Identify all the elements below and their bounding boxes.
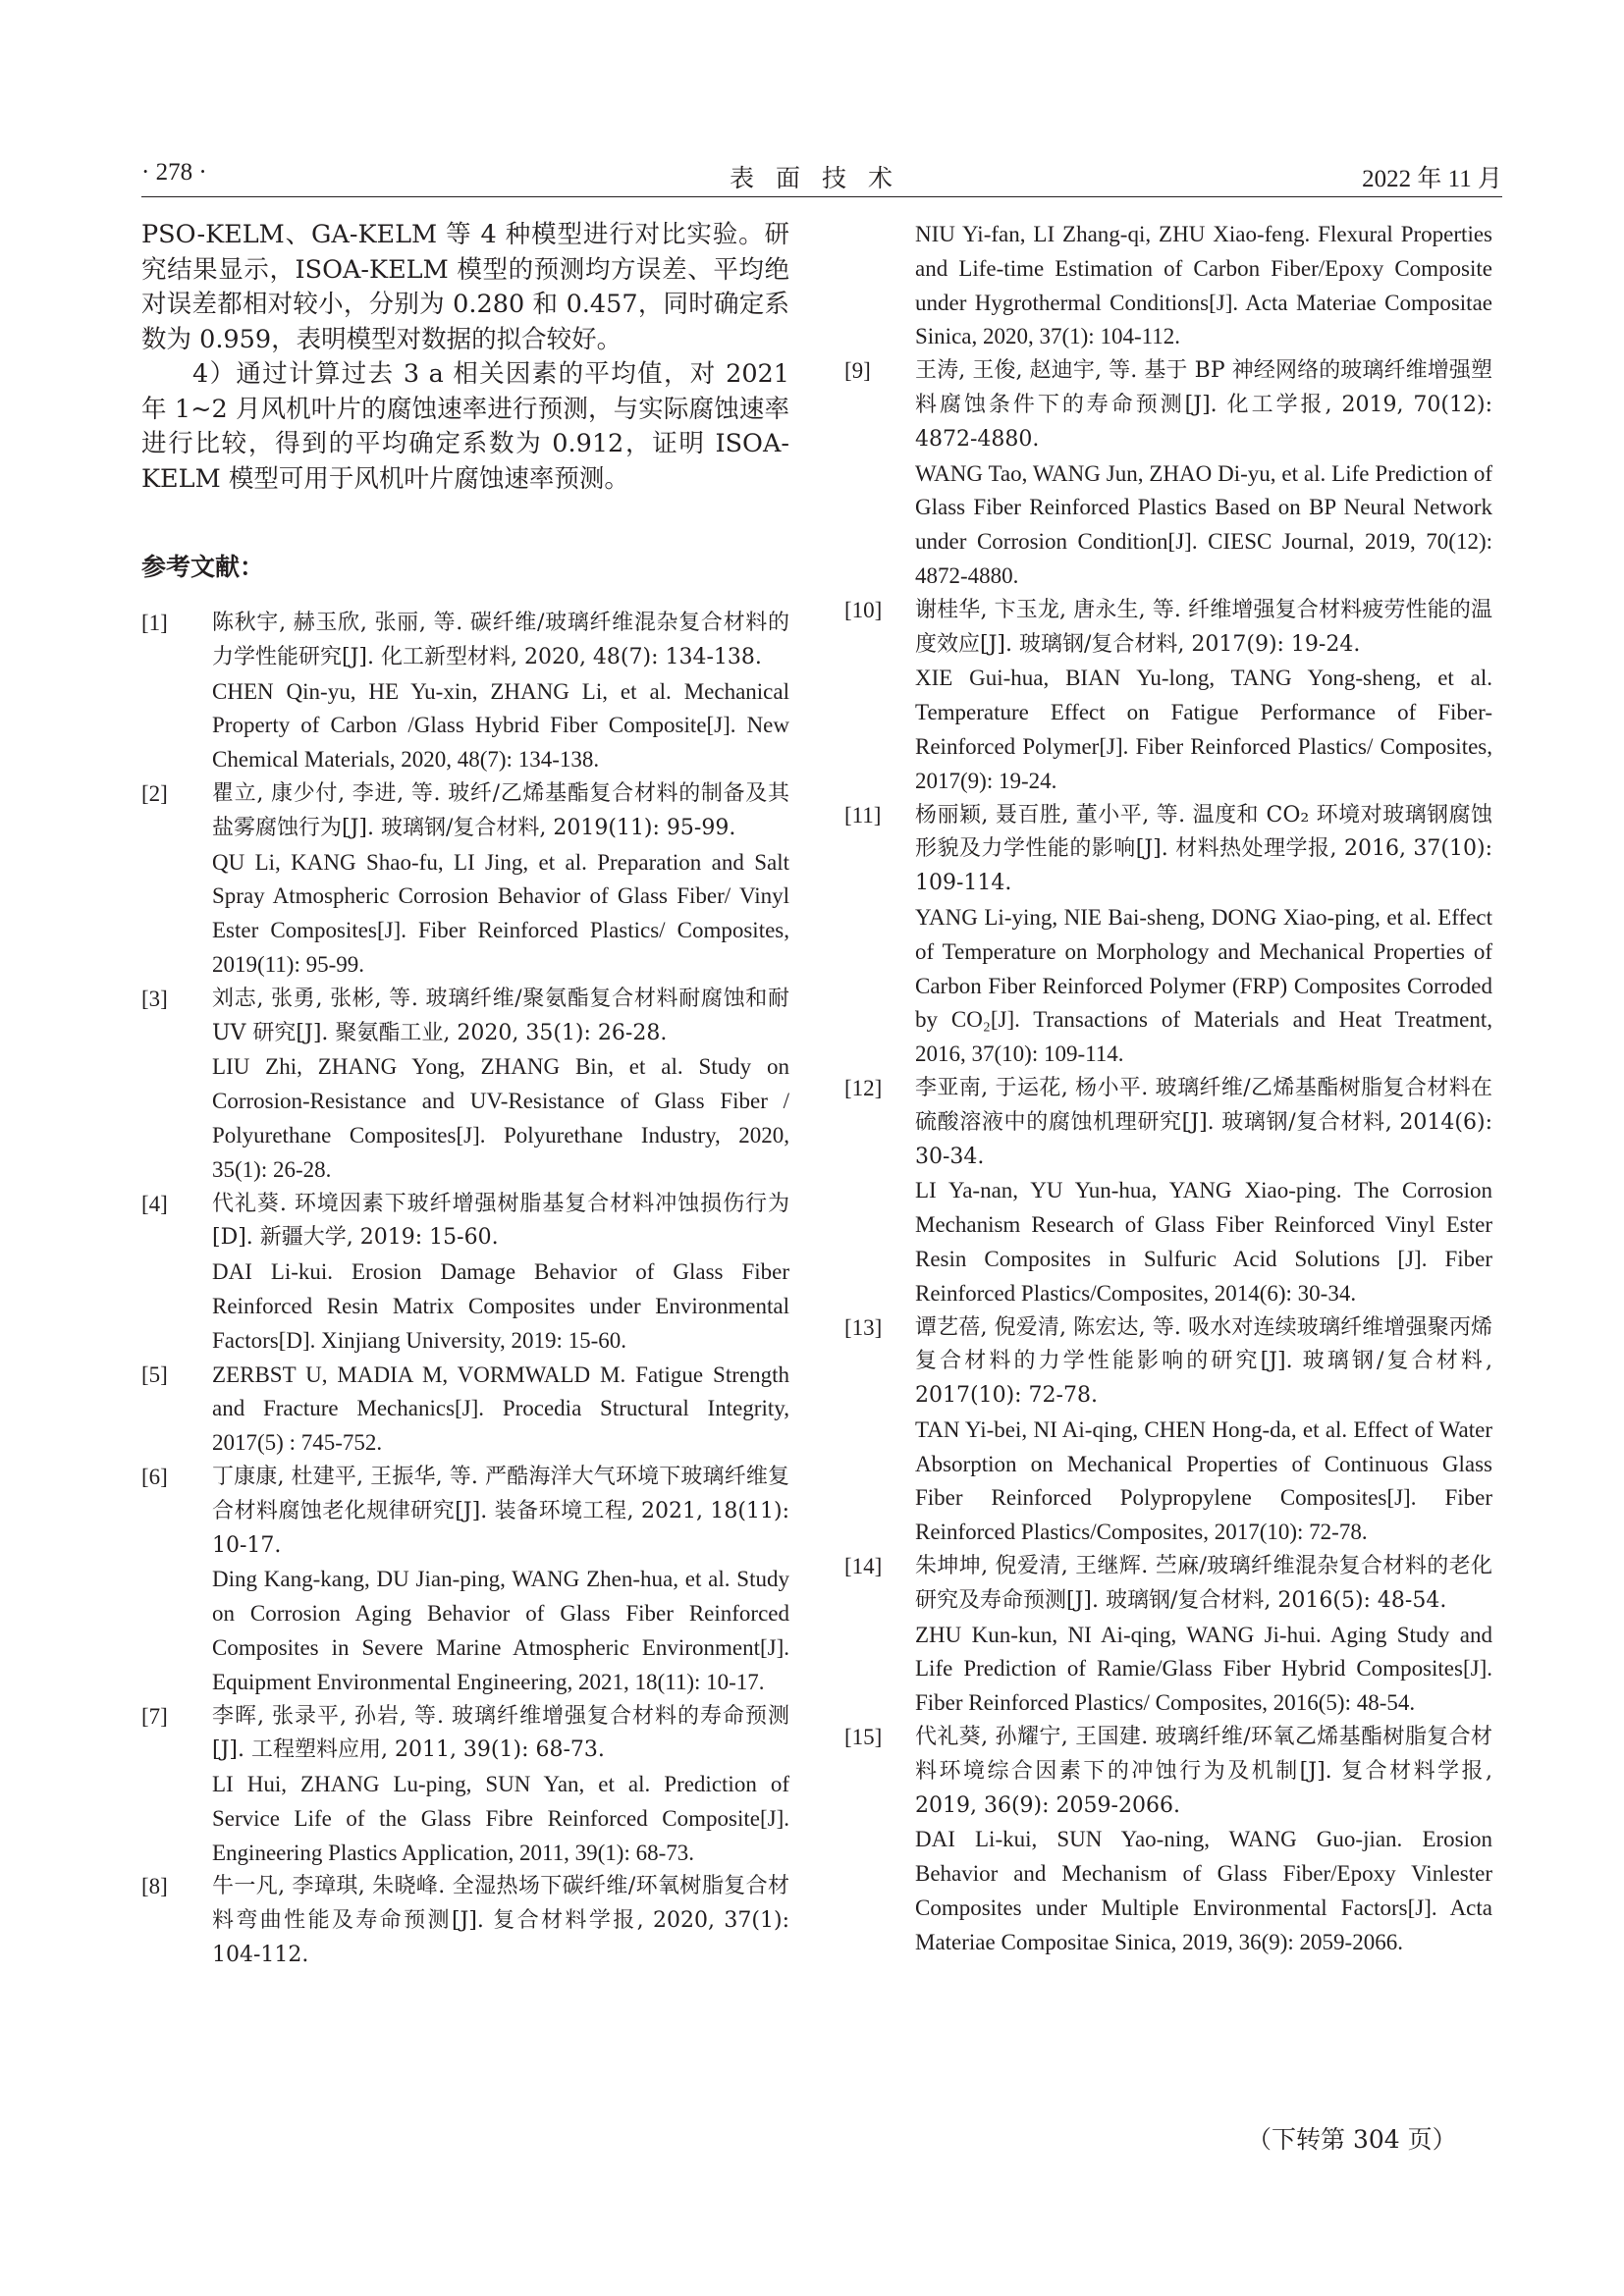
- reference-item: [844, 1311, 1492, 1551]
- reference-continuation: [844, 218, 1492, 354]
- issue-date: 2022 年 11 月: [1362, 166, 1502, 192]
- reference-number: [5]: [141, 1362, 168, 1387]
- reference-en: DAI Li-kui. Erosion Damage Behavior of Glass Fiber Reinforced Resin Matrix Composites under Environmental Factors[D]. Xinjiang University, 2019: 15-60.: [212, 1259, 789, 1353]
- reference-number: [12]: [844, 1075, 883, 1100]
- reference-cn: 李晖, 张录平, 孙岩, 等. 玻璃纤维增强复合材料的寿命预测[J]. 工程塑料应用, 2011, 39(1): 68-73.: [212, 1703, 789, 1763]
- reference-number: [14]: [844, 1554, 883, 1579]
- reference-number: [9]: [844, 358, 871, 384]
- page-number: · 278 ·: [141, 159, 207, 186]
- reference-item: [141, 983, 789, 1188]
- conclusion-paragraph-3: PSO-KELM、GA-KELM 等 4 种模型进行对比实验。研究结果显示，ISOA-KELM 模型的预测均方误差、平均绝对误差都相对较小，分别为 0.280 和 0.457，同时确定系数为 0.959，表明模型对数据的拟合较好。: [141, 220, 789, 354]
- reference-en: YANG Li-ying, NIE Bai-sheng, DONG Xiao-ping, et al. Effect of Temperature on Morphology and Mechanical Properties of Carbon Fiber Reinforced Polymer (FRP) Composites Corroded by CO₂[J]. Transactions of Materials and Heat Treatment, 2016, 37(10): 109-114.: [915, 904, 1492, 1067]
- reference-cn: 牛一凡, 李璋琪, 朱晓峰. 全湿热场下碳纤维/环氧树脂复合材料弯曲性能及寿命预测[J]. 复合材料学报, 2020, 37(1): 104-112.: [212, 1874, 789, 1968]
- reference-number: [6]: [141, 1464, 168, 1489]
- reference-number: [2]: [141, 780, 168, 806]
- reference-number: [4]: [141, 1191, 168, 1216]
- reference-item: [141, 1870, 789, 1972]
- header-rule: [141, 196, 1502, 197]
- reference-item: [141, 1188, 789, 1359]
- conclusion-text: [141, 218, 789, 497]
- reference-en: NIU Yi-fan, LI Zhang-qi, ZHU Xiao-feng. Flexural Properties and Life-time Estimation of Carbon Fiber/Epoxy Composite under Hygrothermal Conditions[J]. Acta Materiae Compositae Sinica, 2020, 37(1): 104-112.: [915, 222, 1492, 349]
- reference-item: [844, 1721, 1492, 1960]
- running-header: [141, 159, 1502, 194]
- journal-title: 表面技术: [729, 166, 914, 192]
- reference-cn: 代礼葵. 环境因素下玻纤增强树脂基复合材料冲蚀损伤行为[D]. 新疆大学, 2019: 15-60.: [212, 1191, 789, 1251]
- reference-cn: 刘志, 张勇, 张彬, 等. 玻璃纤维/聚氨酯复合材料耐腐蚀和耐 UV 研究[J]. 聚氨酯工业, 2020, 35(1): 26-28.: [212, 986, 789, 1045]
- reference-en: QU Li, KANG Shao-fu, LI Jing, et al. Preparation and Salt Spray Atmospheric Corrosion Behavior of Glass Fiber/ Vinyl Ester Composites[J]. Fiber Reinforced Plastics/ Composites, 2019(11): 95-99.: [212, 849, 789, 977]
- reference-cn: 谭艺蓓, 倪爱清, 陈宏达, 等. 吸水对连续玻璃纤维增强聚丙烯复合材料的力学性能影响的研究[J]. 玻璃钢/复合材料, 2017(10): 72-78.: [915, 1314, 1492, 1409]
- reference-en: XIE Gui-hua, BIAN Yu-long, TANG Yong-sheng, et al. Temperature Effect on Fatigue Performance of Fiber-Reinforced Polymer[J]. Fiber Reinforced Plastics/ Composites, 2017(9): 19-24.: [915, 666, 1492, 793]
- reference-en: ZERBST U, MADIA M, VORMWALD M. Fatigue Strength and Fracture Mechanics[J]. Procedia Structural Integrity, 2017(5) : 745-752.: [212, 1362, 789, 1456]
- reference-cn: 代礼葵, 孙耀宁, 王国建. 玻璃纤维/环氧乙烯基酯树脂复合材料环境综合因素下的冲蚀行为及机制[J]. 复合材料学报, 2019, 36(9): 2059-2066.: [915, 1725, 1492, 1818]
- reference-en: LI Ya-nan, YU Yun-hua, YANG Xiao-ping. The Corrosion Mechanism Research of Glass Fiber Reinforced Vinyl Ester Resin Composites in Sulfuric Acid Solutions [J]. Fiber Reinforced Plastics/Composites, 2014(6): 30-34.: [915, 1178, 1492, 1306]
- reference-number: [1]: [141, 611, 168, 635]
- reference-en: ZHU Kun-kun, NI Ai-qing, WANG Ji-hui. Aging Study and Life Prediction of Ramie/Glass Fiber Hybrid Composites[J]. Fiber Reinforced Plastics/ Composites, 2016(5): 48-54.: [915, 1622, 1492, 1716]
- reference-en: CHEN Qin-yu, HE Yu-xin, ZHANG Li, et al. Mechanical Property of Carbon /Glass Hybrid Fiber Composite[J]. New Chemical Materials, 2020, 48(7): 134-138.: [212, 678, 789, 773]
- left-column: [141, 218, 789, 1973]
- reference-item: [141, 1700, 789, 1871]
- reference-item: [844, 1072, 1492, 1311]
- reference-number: [3]: [141, 986, 168, 1011]
- reference-number: [13]: [844, 1314, 883, 1340]
- reference-item: [844, 1550, 1492, 1721]
- reference-number: [10]: [844, 597, 883, 622]
- continued-on-page-note: （下转第 304 页）: [1247, 2125, 1457, 2154]
- reference-cn: 陈秋宇, 赫玉欣, 张丽, 等. 碳纤维/玻璃纤维混杂复合材料的力学性能研究[J]. 化工新型材料, 2020, 48(7): 134-138.: [212, 611, 789, 669]
- reference-number: [8]: [141, 1874, 168, 1899]
- reference-cn: 李亚南, 于运花, 杨小平. 玻璃纤维/乙烯基酯树脂复合材料在硫酸溶液中的腐蚀机理研究[J]. 玻璃钢/复合材料, 2014(6): 30-34.: [915, 1075, 1492, 1169]
- reference-item: [844, 594, 1492, 799]
- reference-number: [11]: [844, 802, 882, 828]
- reference-item: [141, 1359, 789, 1461]
- reference-cn: 丁康康, 杜建平, 王振华, 等. 严酷海洋大气环境下玻璃纤维复合材料腐蚀老化规律研究[J]. 装备环境工程, 2021, 18(11): 10-17.: [212, 1464, 789, 1558]
- reference-cn: 朱坤坤, 倪爱清, 王继辉. 苎麻/玻璃纤维混杂复合材料的老化研究及寿命预测[J]. 玻璃钢/复合材料, 2016(5): 48-54.: [915, 1554, 1492, 1613]
- reference-cn: 杨丽颖, 聂百胜, 董小平, 等. 温度和 CO₂ 环境对玻璃钢腐蚀形貌及力学性能的影响[J]. 材料热处理学报, 2016, 37(10): 109-114.: [915, 802, 1492, 896]
- reference-cn: 谢桂华, 卞玉龙, 唐永生, 等. 纤维增强复合材料疲劳性能的温度效应[J]. 玻璃钢/复合材料, 2017(9): 19-24.: [915, 597, 1492, 657]
- reference-number: [7]: [141, 1703, 168, 1729]
- reference-en: WANG Tao, WANG Jun, ZHAO Di-yu, et al. Life Prediction of Glass Fiber Reinforced Plastics Based on BP Neural Network under Corrosion Condition[J]. CIESC Journal, 2019, 70(12): 4872-4880.: [915, 460, 1492, 588]
- reference-cn: 瞿立, 康少付, 李进, 等. 玻纤/乙烯基酯复合材料的制备及其盐雾腐蚀行为[J]. 玻璃钢/复合材料, 2019(11): 95-99.: [212, 780, 789, 840]
- reference-item: [844, 354, 1492, 594]
- reference-item: [141, 777, 789, 983]
- references-heading: 参考文献：: [141, 553, 265, 581]
- reference-number: [15]: [844, 1725, 883, 1750]
- reference-item: [844, 799, 1492, 1072]
- conclusion-paragraph-4: 4）通过计算过去 3 a 相关因素的平均值，对 2021 年 1~2 月风机叶片的腐蚀速率进行预测，与实际腐蚀速率进行比较，得到的平均确定系数为 0.912，证明 ISOA-KELM 模型可用于风机叶片腐蚀速率预测。: [141, 359, 789, 494]
- reference-item: [141, 607, 789, 777]
- reference-en: LIU Zhi, ZHANG Yong, ZHANG Bin, et al. Study on Corrosion-Resistance and UV-Resistance of Glass Fiber / Polyurethane Composites[J]. Polyurethane Industry, 2020, 35(1): 26-28.: [212, 1054, 789, 1182]
- right-column: [844, 218, 1492, 1960]
- reference-en: Ding Kang-kang, DU Jian-ping, WANG Zhen-hua, et al. Study on Corrosion Aging Behavior of Glass Fiber Reinforced Composites in Severe Marine Atmospheric Environment[J]. Equipment Environmental Engineering, 2021, 18(11): 10-17.: [212, 1567, 789, 1694]
- reference-en: DAI Li-kui, SUN Yao-ning, WANG Guo-jian. Erosion Behavior and Mechanism of Glass Fiber/Epoxy Vinlester Composites under Multiple Environmental Factors[J]. Acta Materiae Compositae Sinica, 2019, 36(9): 2059-2066.: [915, 1827, 1492, 1954]
- reference-en: TAN Yi-bei, NI Ai-qing, CHEN Hong-da, et al. Effect of Water Absorption on Mechanical Properties of Continuous Glass Fiber Reinforced Polypropylene Composites[J]. Fiber Reinforced Plastics/Composites, 2017(10): 72-78.: [915, 1416, 1492, 1545]
- reference-item: [141, 1461, 789, 1700]
- reference-cn: 王涛, 王俊, 赵迪宇, 等. 基于 BP 神经网络的玻璃纤维增强塑料腐蚀条件下的寿命预测[J]. 化工学报, 2019, 70(12): 4872-4880.: [915, 358, 1492, 452]
- reference-en: LI Hui, ZHANG Lu-ping, SUN Yan, et al. Prediction of Service Life of the Glass Fibre Reinforced Composite[J]. Engineering Plastics Application, 2011, 39(1): 68-73.: [212, 1772, 789, 1865]
